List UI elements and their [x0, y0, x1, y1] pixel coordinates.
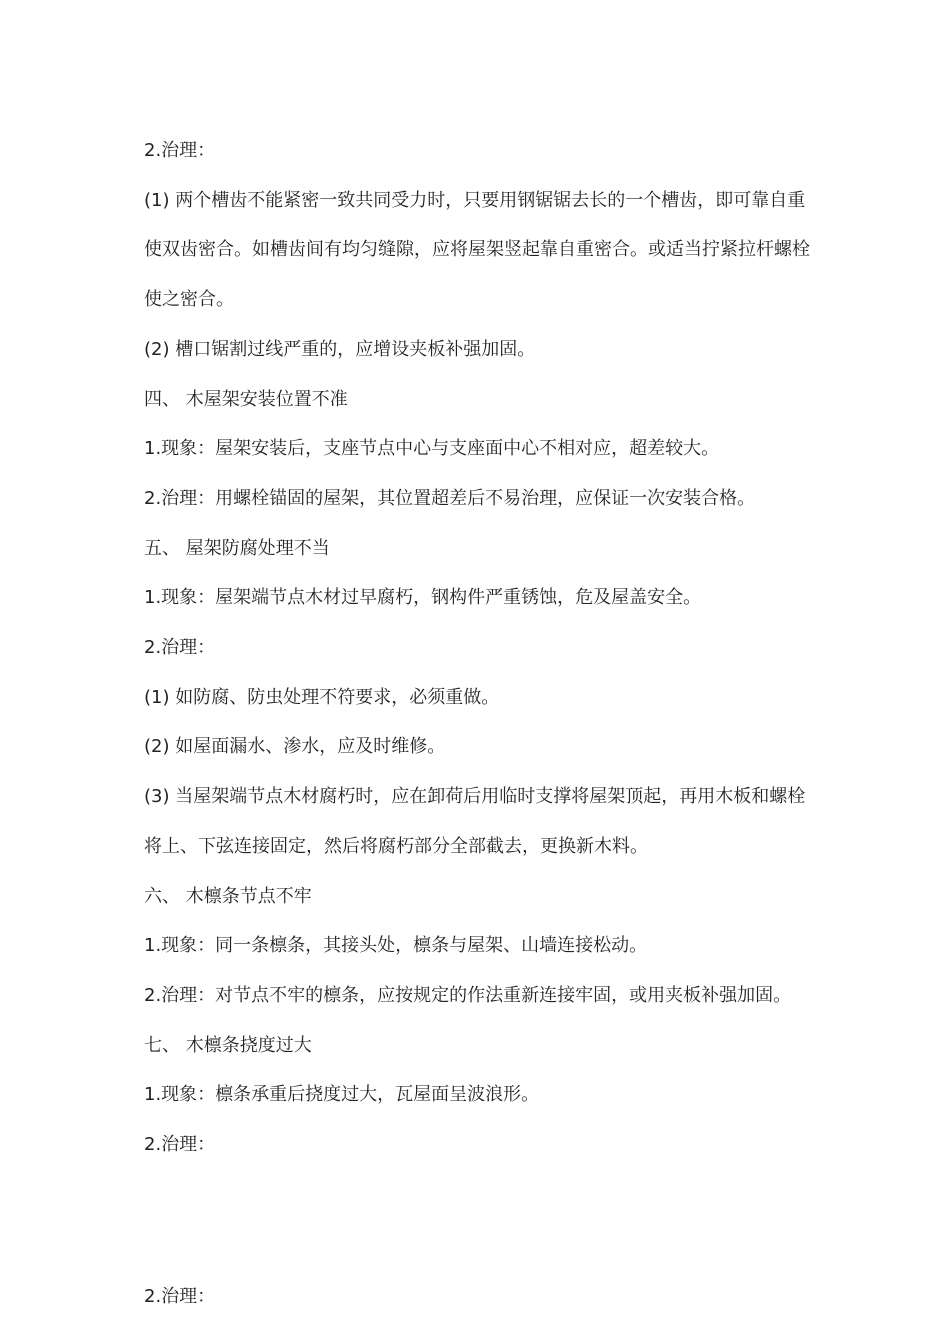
section-heading-7: 七、 木檩条挠度过大 — [144, 1034, 312, 1056]
page-footer-text: 2.治理： — [144, 1286, 216, 1307]
section-heading-6: 六、 木檩条节点不牢 — [144, 885, 312, 907]
paragraph-2: (1) 两个槽齿不能紧密一致共同受力时，只要用钢锯锯去长的一个槽齿，即可靠自重使双齿密合。如槽齿间有均匀缝隙，应将屋架竖起靠自重密合。或适当拧紧拉杆螺栓使之密合。 — [144, 189, 810, 311]
paragraph-10: (1) 如防腐、防虫处理不符要求，必须重做。 — [144, 686, 500, 708]
paragraph-8: 1.现象：屋架端节点木材过早腐朽，钢构件严重锈蚀，危及屋盖安全。 — [144, 587, 702, 609]
paragraph-15: 2.治理：对节点不牢的檩条，应按规定的作法重新连接牢固，或用夹板补强加固。 — [144, 984, 792, 1006]
section-heading-4: 四、 木屋架安装位置不准 — [144, 388, 348, 410]
paragraph-14: 1.现象：同一条檩条，其接头处，檩条与屋架、山墙连接松动。 — [144, 935, 648, 957]
paragraph-5: 1.现象：屋架安装后，支座节点中心与支座面中心不相对应，超差较大。 — [144, 438, 720, 460]
section-heading-5: 五、 屋架防腐处理不当 — [144, 537, 330, 559]
paragraph-3: (2) 槽口锯割过线严重的，应增设夹板补强加固。 — [144, 338, 536, 360]
paragraph-9: 2.治理： — [144, 637, 216, 659]
document-body — [144, 126, 816, 1170]
paragraph-1: 2.治理： — [144, 140, 216, 161]
paragraph-11: (2) 如屋面漏水、渗水，应及时维修。 — [144, 736, 446, 758]
paragraph-18: 2.治理： — [144, 1134, 216, 1156]
paragraph-17: 1.现象：檩条承重后挠度过大，瓦屋面呈波浪形。 — [144, 1084, 540, 1106]
paragraph-12: (3) 当屋架端节点木材腐朽时，应在卸荷后用临时支撑将屋架顶起，再用木板和螺栓将上、下弦连接固定，然后将腐朽部分全部截去，更换新木料。 — [144, 786, 806, 857]
paragraph-6: 2.治理：用螺栓锚固的屋架，其位置超差后不易治理，应保证一次安装合格。 — [144, 487, 756, 509]
